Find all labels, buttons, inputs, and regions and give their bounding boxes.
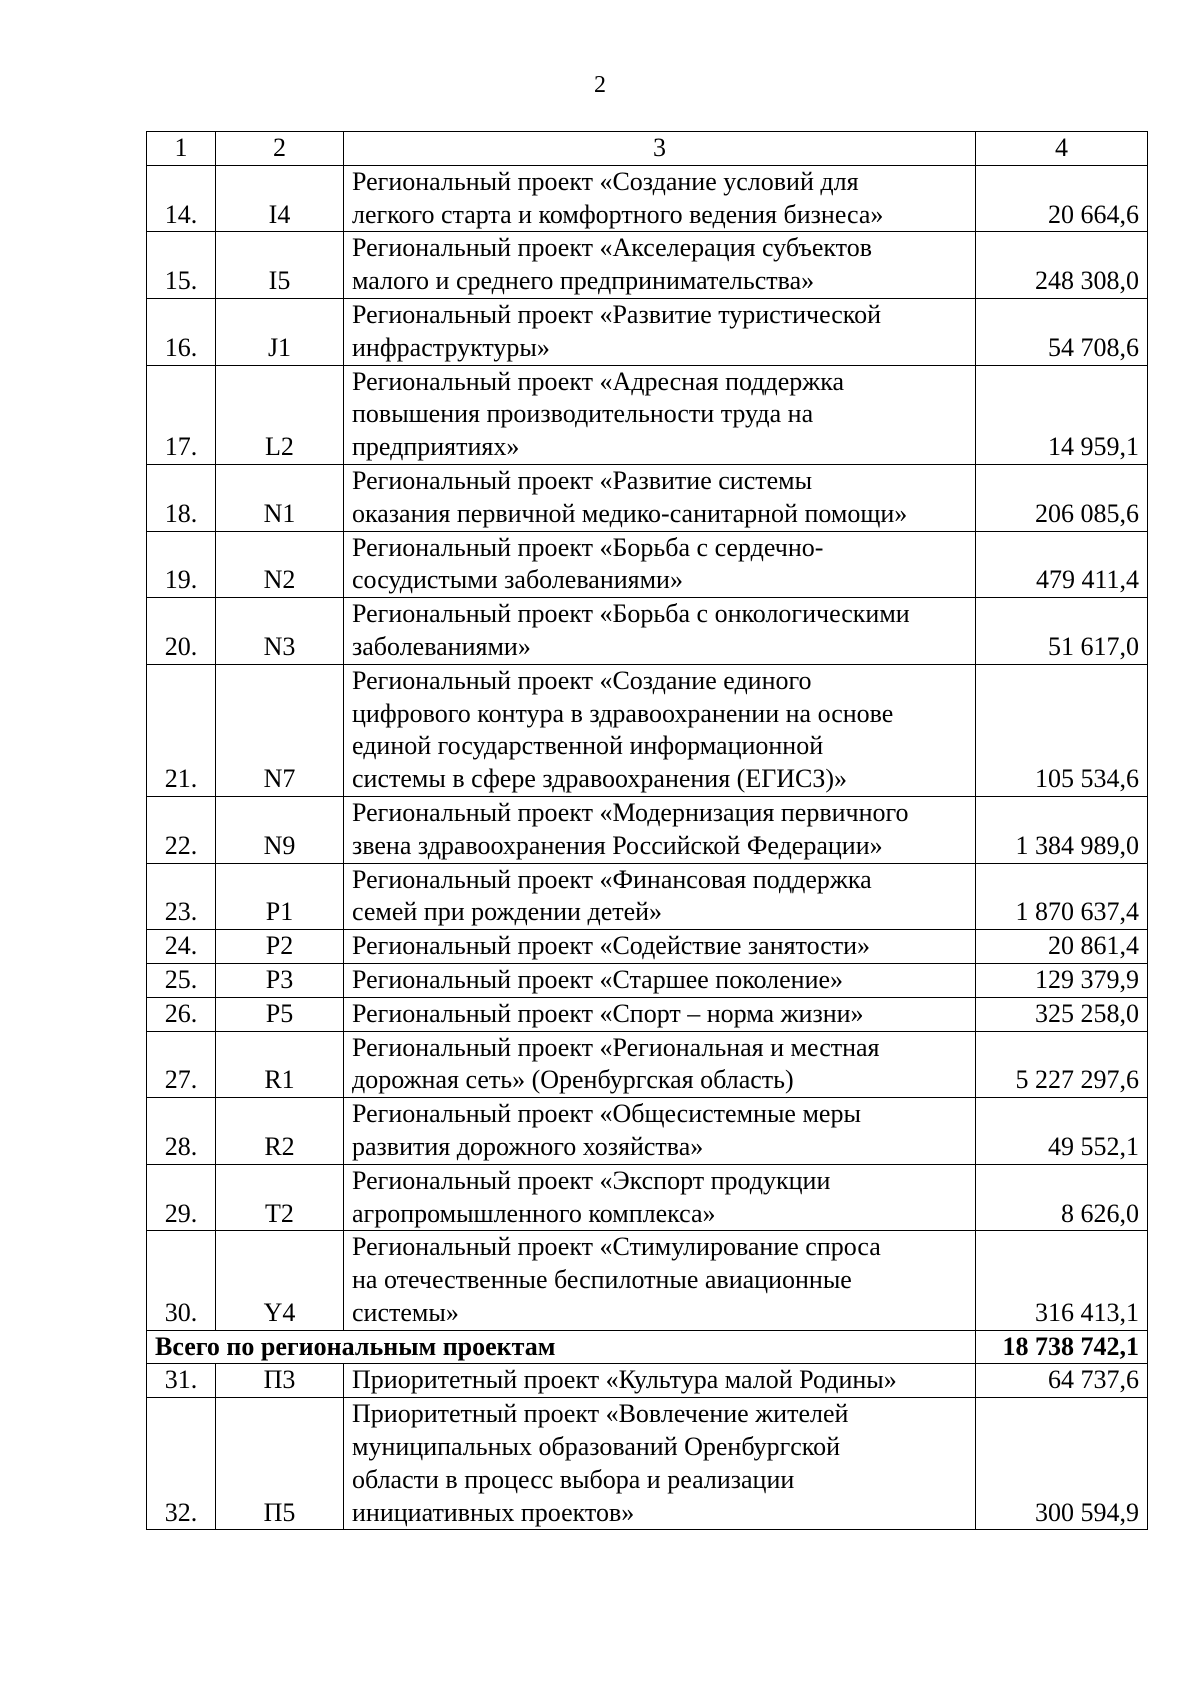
row-code: N3 [216, 598, 344, 665]
row-amount: 20 664,6 [976, 165, 1148, 232]
row-number: 24. [147, 930, 216, 964]
row-number: 18. [147, 464, 216, 531]
row-code: I4 [216, 165, 344, 232]
row-code: Y4 [216, 1231, 344, 1330]
row-number: 30. [147, 1231, 216, 1330]
row-project-name: Приоритетный проект «Культура малой Родины» [344, 1364, 976, 1398]
row-amount: 105 534,6 [976, 664, 1148, 796]
row-amount: 248 308,0 [976, 232, 1148, 299]
table-row [147, 664, 1148, 796]
row-amount: 5 227 297,6 [976, 1031, 1148, 1098]
header-cell-1: 1 [147, 132, 216, 166]
table-row [147, 365, 1148, 464]
total-label: Всего по региональным проектам [147, 1330, 976, 1364]
row-code: N1 [216, 464, 344, 531]
row-number: 22. [147, 796, 216, 863]
row-number: 23. [147, 863, 216, 930]
row-project-name: Региональный проект «Стимулирование спроса на отечественные беспилотные авиационные системы» [344, 1231, 976, 1330]
table-row [147, 298, 1148, 365]
row-number: 31. [147, 1364, 216, 1398]
row-project-name: Приоритетный проект «Вовлечение жителей муниципальных образований Оренбургской области в процесс выбора и реализации инициативных проектов» [344, 1398, 976, 1530]
row-code: R2 [216, 1098, 344, 1165]
row-number: 27. [147, 1031, 216, 1098]
table-row [147, 930, 1148, 964]
table-row [147, 997, 1148, 1031]
total-value: 18 738 742,1 [976, 1330, 1148, 1364]
table-row [147, 598, 1148, 665]
row-amount: 14 959,1 [976, 365, 1148, 464]
table-row [147, 232, 1148, 299]
row-amount: 479 411,4 [976, 531, 1148, 598]
row-project-name: Региональный проект «Создание единого цифрового контура в здравоохранении на основе единой государственной информационной системы в сфере здравоохранения (ЕГИСЗ)» [344, 664, 976, 796]
table-row [147, 531, 1148, 598]
row-project-name: Региональный проект «Финансовая поддержка семей при рождении детей» [344, 863, 976, 930]
row-code: L2 [216, 365, 344, 464]
row-number: 21. [147, 664, 216, 796]
row-code: P5 [216, 997, 344, 1031]
row-number: 25. [147, 963, 216, 997]
table-row [147, 464, 1148, 531]
row-code: P2 [216, 930, 344, 964]
row-amount: 64 737,6 [976, 1364, 1148, 1398]
table-row [147, 1231, 1148, 1330]
row-project-name: Региональный проект «Региональная и местная дорожная сеть» (Оренбургская область) [344, 1031, 976, 1098]
header-cell-3: 3 [344, 132, 976, 166]
row-code: N2 [216, 531, 344, 598]
row-project-name: Региональный проект «Модернизация первичного звена здравоохранения Российской Федерации» [344, 796, 976, 863]
row-project-name: Региональный проект «Развитие туристической инфраструктуры» [344, 298, 976, 365]
row-code: N7 [216, 664, 344, 796]
row-amount: 8 626,0 [976, 1164, 1148, 1231]
row-number: 26. [147, 997, 216, 1031]
table-row [147, 1398, 1148, 1530]
row-amount: 316 413,1 [976, 1231, 1148, 1330]
row-project-name: Региональный проект «Спорт – норма жизни» [344, 997, 976, 1031]
row-number: 32. [147, 1398, 216, 1530]
row-number: 29. [147, 1164, 216, 1231]
table-row [147, 796, 1148, 863]
row-project-name: Региональный проект «Акселерация субъектов малого и среднего предпринимательства» [344, 232, 976, 299]
row-code: T2 [216, 1164, 344, 1231]
row-code: R1 [216, 1031, 344, 1098]
page-number: 2 [594, 72, 606, 98]
row-project-name: Региональный проект «Общесистемные меры развития дорожного хозяйства» [344, 1098, 976, 1165]
row-project-name: Региональный проект «Содействие занятости» [344, 930, 976, 964]
row-code: J1 [216, 298, 344, 365]
row-number: 17. [147, 365, 216, 464]
row-project-name: Региональный проект «Борьба с онкологическими заболеваниями» [344, 598, 976, 665]
projects-table [146, 131, 1148, 1530]
row-project-name: Региональный проект «Борьба с сердечно- сосудистыми заболеваниями» [344, 531, 976, 598]
row-amount: 300 594,9 [976, 1398, 1148, 1530]
row-code: P1 [216, 863, 344, 930]
row-project-name: Региональный проект «Создание условий для легкого старта и комфортного ведения бизнеса» [344, 165, 976, 232]
row-amount: 49 552,1 [976, 1098, 1148, 1165]
row-number: 16. [147, 298, 216, 365]
row-project-name: Региональный проект «Адресная поддержка повышения производительности труда на предприятиях» [344, 365, 976, 464]
table-row [147, 863, 1148, 930]
header-cell-4: 4 [976, 132, 1148, 166]
table-header-row [147, 132, 1148, 166]
row-amount: 1 870 637,4 [976, 863, 1148, 930]
header-cell-2: 2 [216, 132, 344, 166]
row-number: 28. [147, 1098, 216, 1165]
row-amount: 206 085,6 [976, 464, 1148, 531]
row-code: P3 [216, 963, 344, 997]
total-row [147, 1330, 1148, 1364]
row-amount: 51 617,0 [976, 598, 1148, 665]
row-amount: 54 708,6 [976, 298, 1148, 365]
table-row [147, 1164, 1148, 1231]
row-amount: 1 384 989,0 [976, 796, 1148, 863]
row-project-name: Региональный проект «Развитие системы оказания первичной медико-санитарной помощи» [344, 464, 976, 531]
row-number: 19. [147, 531, 216, 598]
row-code: I5 [216, 232, 344, 299]
table-row [147, 1031, 1148, 1098]
row-code: П3 [216, 1364, 344, 1398]
row-amount: 20 861,4 [976, 930, 1148, 964]
row-amount: 129 379,9 [976, 963, 1148, 997]
row-number: 14. [147, 165, 216, 232]
row-number: 15. [147, 232, 216, 299]
table-row [147, 165, 1148, 232]
row-number: 20. [147, 598, 216, 665]
table-row [147, 1098, 1148, 1165]
row-code: N9 [216, 796, 344, 863]
row-code: П5 [216, 1398, 344, 1530]
row-amount: 325 258,0 [976, 997, 1148, 1031]
table-body [147, 132, 1148, 1530]
table-row [147, 1364, 1148, 1398]
table-row [147, 963, 1148, 997]
row-project-name: Региональный проект «Экспорт продукции агропромышленного комплекса» [344, 1164, 976, 1231]
row-project-name: Региональный проект «Старшее поколение» [344, 963, 976, 997]
